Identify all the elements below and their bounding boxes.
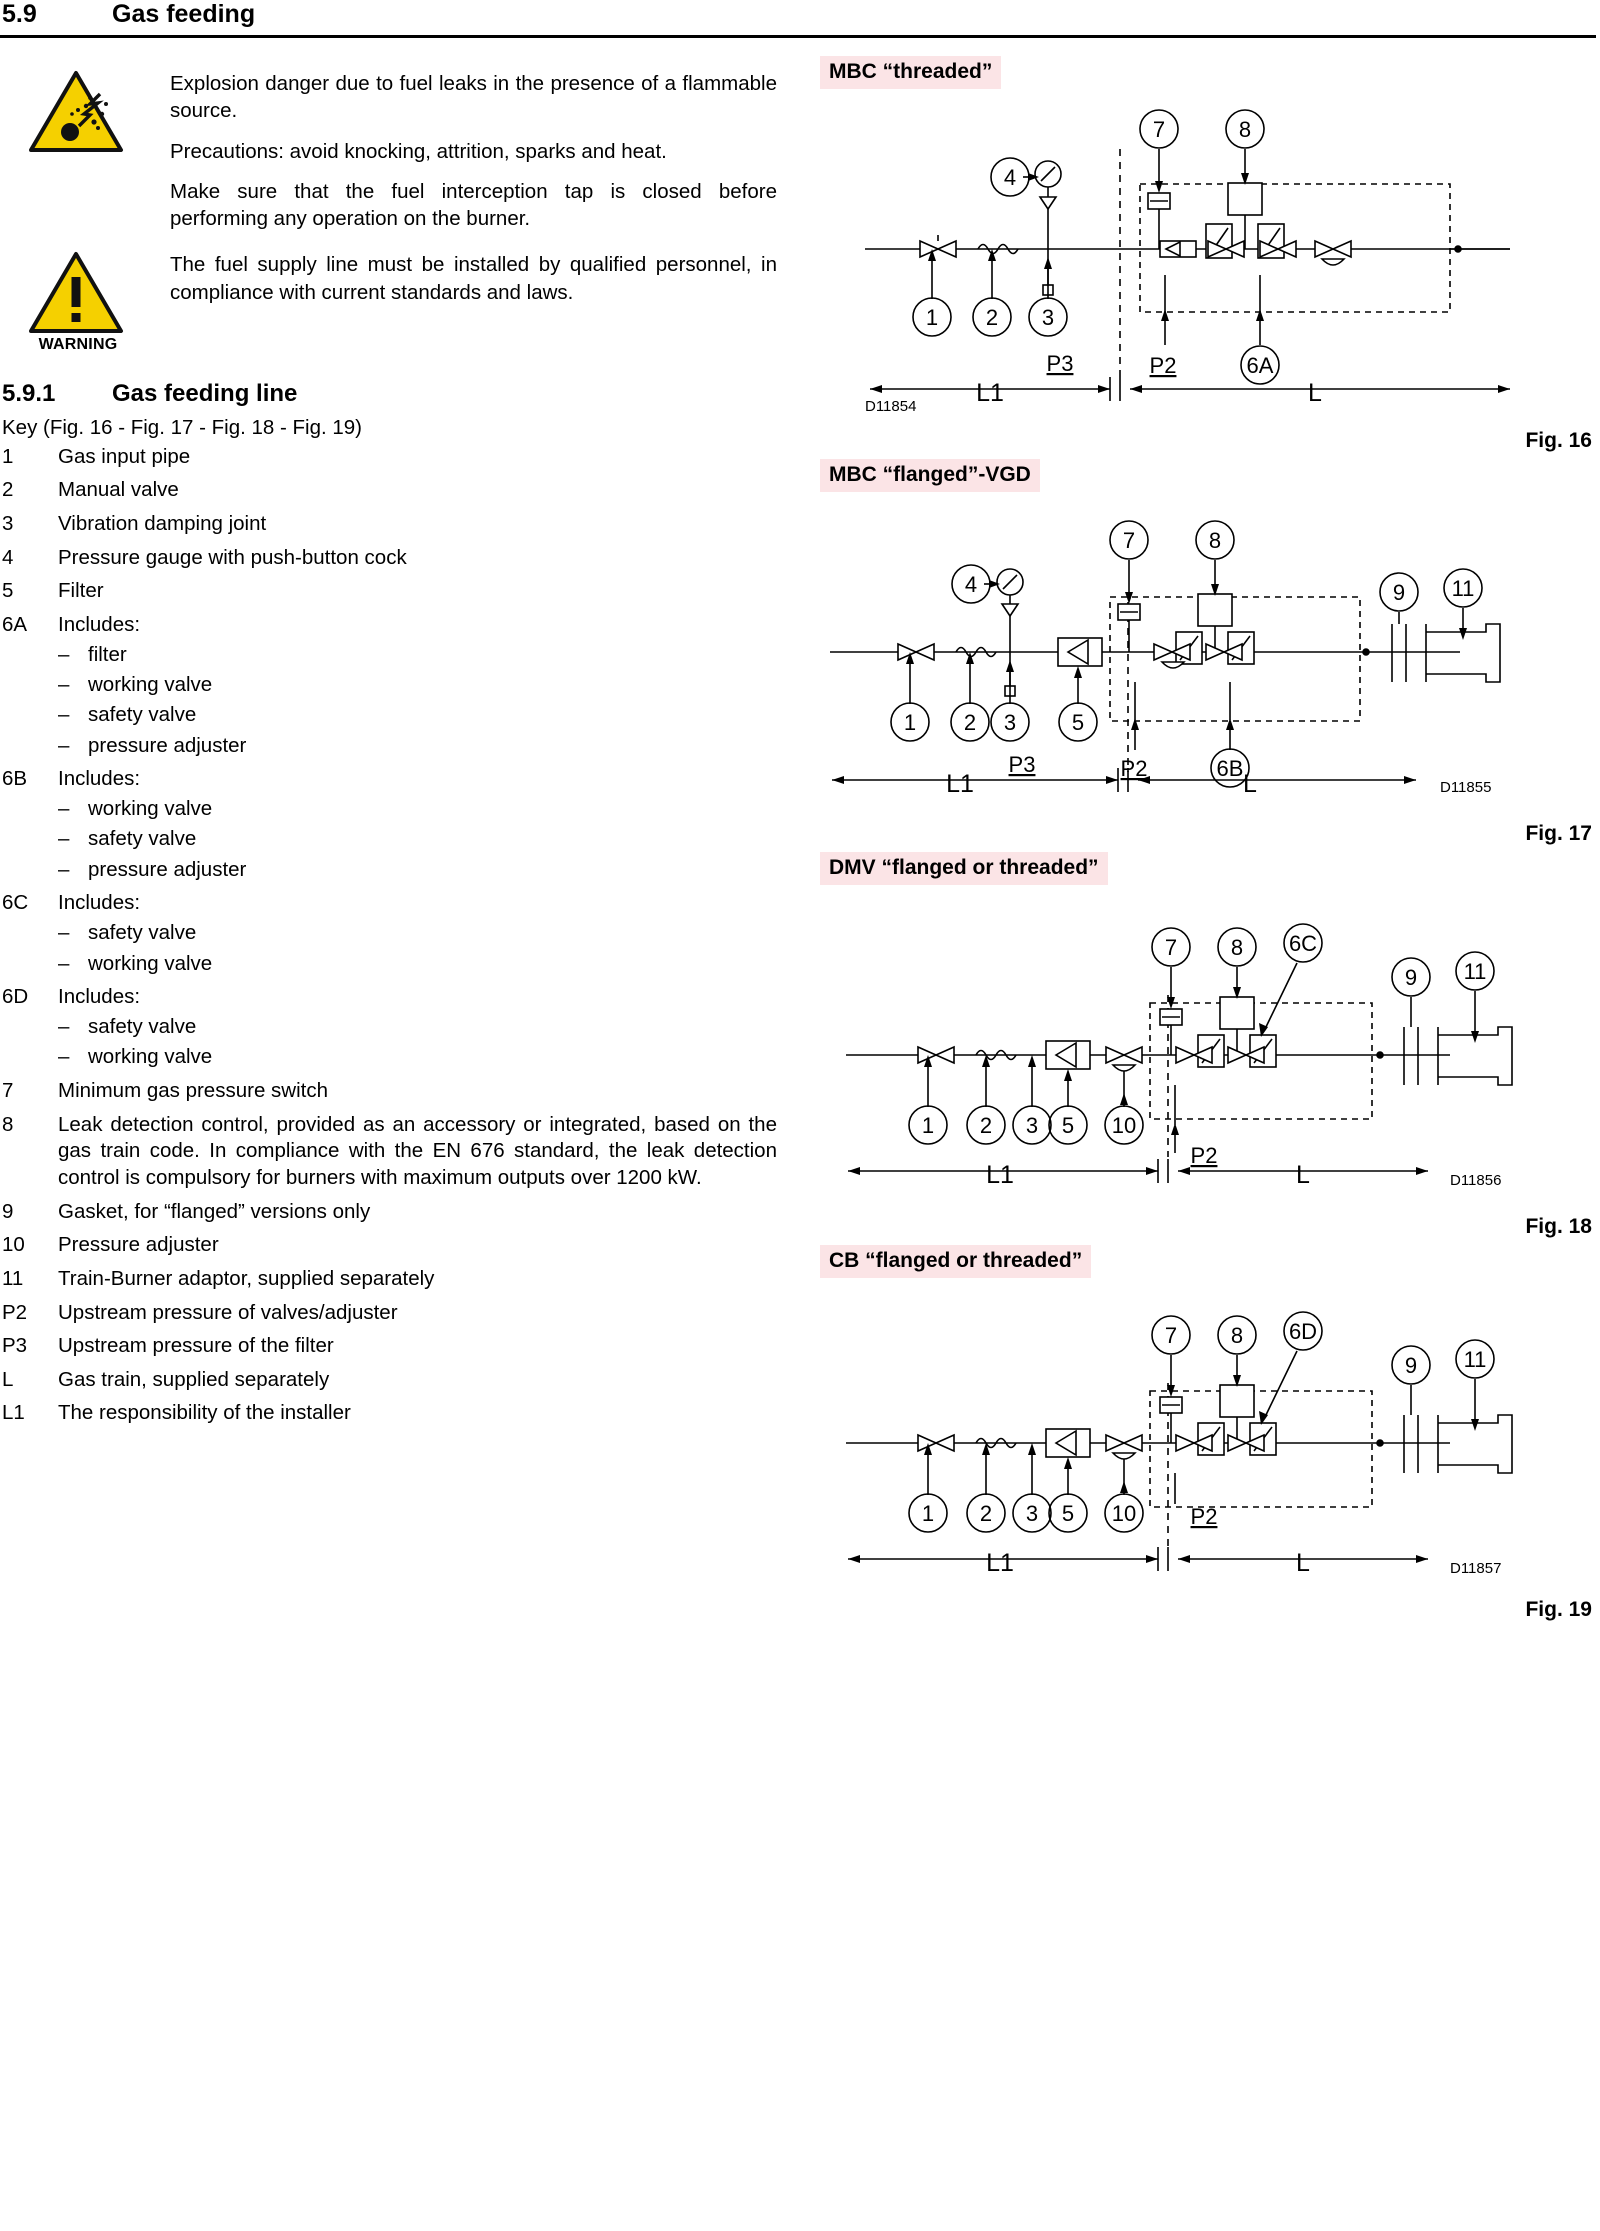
key-description-text: Upstream pressure of valves/adjuster: [58, 1300, 398, 1324]
key-description-text: Includes:: [58, 891, 141, 915]
key-sub-item: [58, 729, 777, 759]
key-code: P3: [2, 1334, 28, 1358]
key-code: 4: [2, 545, 14, 569]
svg-text:8: 8: [1208, 528, 1222, 553]
header-number: 5.9: [2, 0, 37, 28]
dash-bullet-icon: –: [58, 797, 70, 821]
key-sub-item-label: pressure adjuster: [88, 733, 247, 757]
figure-18-caption: Fig. 18: [1525, 1215, 1592, 1238]
svg-text:7: 7: [1152, 117, 1166, 142]
svg-text:L: L: [1243, 770, 1257, 798]
svg-text:9: 9: [1392, 580, 1406, 605]
key-sub-item-label: pressure adjuster: [88, 857, 247, 881]
key-sub-item-label: safety valve: [88, 1015, 197, 1039]
dash-bullet-icon: –: [58, 1045, 70, 1069]
svg-text:9: 9: [1404, 965, 1418, 990]
svg-text:P2: P2: [1190, 1504, 1218, 1529]
dash-bullet-icon: –: [58, 951, 70, 975]
svg-text:7: 7: [1164, 935, 1178, 960]
svg-text:5: 5: [1061, 1501, 1075, 1526]
explosion-warning-text: [170, 70, 777, 245]
svg-text:2: 2: [979, 1501, 993, 1526]
warning-icon-wrap: [2, 251, 170, 354]
svg-text:1: 1: [903, 710, 917, 735]
general-warning-line: The fuel supply line must be installed by qualified personnel, in compliance with current standards and laws.: [170, 253, 777, 304]
key-sub-list: [58, 793, 777, 883]
key-description: [58, 440, 777, 474]
key-sub-list: [58, 639, 777, 760]
svg-text:P2: P2: [1120, 756, 1148, 781]
svg-text:3: 3: [1041, 305, 1055, 330]
key-sub-item: [58, 947, 777, 977]
svg-text:1: 1: [921, 1113, 935, 1138]
key-row: [2, 1229, 777, 1263]
svg-text:2: 2: [985, 305, 999, 330]
explosion-icon-wrap: [2, 70, 170, 245]
svg-text:8: 8: [1230, 935, 1244, 960]
key-description-text: Includes:: [58, 767, 141, 791]
svg-text:7: 7: [1122, 528, 1136, 553]
key-code: 8: [2, 1112, 14, 1136]
key-row: [2, 981, 777, 1075]
key-code: 3: [2, 512, 14, 536]
key-description-text: Gas train, supplied separately: [58, 1367, 330, 1391]
section-number: 5.9.1: [2, 380, 56, 408]
svg-text:10: 10: [1111, 1501, 1137, 1526]
key-row: [2, 440, 777, 474]
key-table: [2, 440, 777, 1430]
key-sub-item: [58, 853, 777, 883]
key-row: [2, 575, 777, 609]
key-code: 6A: [2, 612, 28, 636]
key-description-text: Pressure gauge with push-button cock: [58, 545, 407, 569]
svg-text:6B: 6B: [1216, 756, 1244, 781]
svg-text:7: 7: [1164, 1323, 1178, 1348]
key-code: L1: [2, 1401, 25, 1425]
svg-text:6C: 6C: [1288, 931, 1318, 956]
key-description: [58, 474, 777, 508]
key-sub-item-label: working valve: [88, 951, 213, 975]
key-code: L: [2, 1367, 14, 1391]
key-code: 2: [2, 478, 14, 502]
key-sub-item: [58, 917, 777, 947]
section-heading: [2, 380, 777, 408]
svg-text:5: 5: [1061, 1113, 1075, 1138]
figure-16-diagram: [810, 89, 1600, 429]
key-sub-item-label: working valve: [88, 797, 213, 821]
svg-text:3: 3: [1025, 1113, 1039, 1138]
dash-bullet-icon: –: [58, 921, 70, 945]
key-description-text: Manual valve: [58, 478, 179, 502]
svg-text:L: L: [1296, 1549, 1310, 1577]
key-row: [2, 1363, 777, 1397]
key-sub-item: [58, 1011, 777, 1041]
svg-text:L: L: [1308, 379, 1322, 407]
key-sub-list: [58, 917, 777, 977]
general-warning-text: [170, 251, 777, 354]
svg-text:3: 3: [1025, 1501, 1039, 1526]
key-row: [2, 1397, 777, 1431]
key-description: [58, 887, 777, 981]
svg-text:P2: P2: [1149, 353, 1177, 378]
key-row: [2, 508, 777, 542]
key-row: [2, 541, 777, 575]
key-description: [58, 608, 777, 762]
figure-19-diagram: [810, 1278, 1600, 1598]
general-warning-block: [2, 251, 777, 354]
key-row: [2, 1296, 777, 1330]
key-description-text: The responsibility of the installer: [58, 1401, 351, 1425]
key-sub-item-label: safety valve: [88, 921, 197, 945]
key-row: [2, 474, 777, 508]
key-description: [58, 981, 777, 1075]
key-description-text: Minimum gas pressure switch: [58, 1079, 328, 1103]
key-description: [58, 1229, 777, 1263]
key-code: P2: [2, 1300, 28, 1324]
key-row: [2, 608, 777, 762]
svg-text:4: 4: [964, 572, 978, 597]
key-description: [58, 763, 777, 887]
svg-text:P3: P3: [1046, 351, 1074, 376]
svg-text:1: 1: [921, 1501, 935, 1526]
key-code: 6D: [2, 985, 29, 1009]
svg-text:6D: 6D: [1288, 1319, 1318, 1344]
figure-19-code: D11857: [1450, 1560, 1502, 1577]
key-code: 10: [2, 1233, 25, 1257]
warning-label: WARNING: [38, 336, 118, 354]
svg-text:P2: P2: [1190, 1143, 1218, 1168]
key-description-text: Gasket, for “flanged” versions only: [58, 1199, 371, 1223]
key-description-text: Pressure adjuster: [58, 1233, 219, 1257]
key-description: [58, 1363, 777, 1397]
figure-17-title: MBC “flanged”-VGD: [820, 459, 1040, 492]
key-description: [58, 1330, 777, 1364]
key-description: [58, 575, 777, 609]
key-row: [2, 763, 777, 887]
svg-text:8: 8: [1238, 117, 1252, 142]
key-sub-item: [58, 1041, 777, 1071]
key-sub-item: [58, 699, 777, 729]
svg-text:11: 11: [1451, 576, 1475, 601]
key-code: 1: [2, 444, 14, 468]
explosion-warning-line-1: Explosion danger due to fuel leaks in the presence of a flammable source.: [170, 72, 777, 123]
explosion-hazard-icon: [28, 70, 124, 154]
key-description-text: Upstream pressure of the filter: [58, 1334, 334, 1358]
key-row: [2, 887, 777, 981]
svg-text:4: 4: [1003, 165, 1017, 190]
key-description: [58, 508, 777, 542]
dash-bullet-icon: –: [58, 1015, 70, 1039]
figure-16-caption: Fig. 16: [1525, 429, 1592, 452]
dash-bullet-icon: –: [58, 857, 70, 881]
key-description-text: Vibration damping joint: [58, 512, 267, 536]
svg-text:L1: L1: [976, 379, 1004, 407]
key-description: [58, 541, 777, 575]
svg-text:L1: L1: [986, 1161, 1014, 1189]
explosion-warning-line-3: Make sure that the fuel interception tap is closed before performing any operation on the burner.: [170, 179, 777, 230]
svg-text:10: 10: [1111, 1113, 1137, 1138]
header-title: Gas feeding: [112, 0, 256, 28]
key-description-text: Includes:: [58, 612, 141, 636]
figure-17-code: D11855: [1440, 779, 1492, 796]
figure-16-code: D11854: [865, 398, 917, 415]
key-code: 7: [2, 1079, 14, 1103]
svg-text:1: 1: [925, 305, 939, 330]
figure-18-code: D11856: [1450, 1172, 1502, 1189]
key-description-text: Filter: [58, 579, 104, 603]
key-description: [58, 1195, 777, 1229]
figure-18-title: DMV “flanged or threaded”: [820, 852, 1108, 885]
key-sub-item-label: safety valve: [88, 827, 197, 851]
key-description-text: Gas input pipe: [58, 444, 191, 468]
key-sub-item-label: safety valve: [88, 703, 197, 727]
svg-text:5: 5: [1071, 710, 1085, 735]
key-sub-item: [58, 823, 777, 853]
key-description: [58, 1296, 777, 1330]
key-sub-item: [58, 793, 777, 823]
svg-text:P3: P3: [1008, 752, 1036, 777]
figure-19: [810, 1245, 1600, 1622]
svg-text:2: 2: [963, 710, 977, 735]
key-sub-list: [58, 1011, 777, 1071]
key-description: [58, 1075, 777, 1109]
svg-text:3: 3: [1003, 710, 1017, 735]
figure-17-caption: Fig. 17: [1525, 822, 1592, 845]
key-sub-item-label: working valve: [88, 1045, 213, 1069]
dash-bullet-icon: –: [58, 703, 70, 727]
left-column: [2, 70, 777, 1431]
section-title: Gas feeding line: [112, 380, 298, 408]
key-code: 6B: [2, 767, 28, 791]
figure-16-title: MBC “threaded”: [820, 56, 1001, 89]
figure-18-diagram: [810, 885, 1600, 1215]
page-header: [0, 0, 1600, 38]
figure-19-caption: Fig. 19: [1525, 1598, 1592, 1621]
key-row: [2, 1330, 777, 1364]
key-description: [58, 1397, 777, 1431]
svg-text:L: L: [1296, 1161, 1310, 1189]
figure-16: [810, 56, 1600, 453]
dash-bullet-icon: –: [58, 827, 70, 851]
dash-bullet-icon: –: [58, 673, 70, 697]
explosion-warning-block: [2, 70, 777, 245]
right-column: [810, 56, 1600, 1628]
key-sub-item-label: filter: [88, 643, 127, 667]
figure-17: [810, 459, 1600, 846]
key-description-text: Leak detection control, provided as an accessory or integrated, based on the gas train code. In compliance with the EN 676 standard, the leak detection control is compulsory for burners with maximum outputs over 1200 kW.: [58, 1112, 777, 1189]
key-sub-item: [58, 639, 777, 669]
explosion-warning-line-2: Precautions: avoid knocking, attrition, sparks and heat.: [170, 139, 667, 163]
header-rule: [0, 35, 1596, 38]
warning-exclamation-icon: [28, 251, 124, 335]
key-code: 9: [2, 1199, 14, 1223]
svg-text:11: 11: [1463, 1347, 1487, 1372]
key-code: 6C: [2, 891, 29, 915]
key-sub-item: [58, 669, 777, 699]
svg-text:2: 2: [979, 1113, 993, 1138]
svg-text:L1: L1: [986, 1549, 1014, 1577]
key-row: [2, 1262, 777, 1296]
key-row: [2, 1108, 777, 1195]
key-description-text: Includes:: [58, 985, 141, 1009]
svg-text:11: 11: [1463, 959, 1487, 984]
figure-17-diagram: [810, 492, 1600, 822]
figure-18: [810, 852, 1600, 1239]
key-row: [2, 1195, 777, 1229]
svg-text:9: 9: [1404, 1353, 1418, 1378]
key-row: [2, 1075, 777, 1109]
key-code: 11: [2, 1266, 24, 1290]
svg-text:6A: 6A: [1246, 353, 1274, 378]
key-intro: Key (Fig. 16 - Fig. 17 - Fig. 18 - Fig. 19): [2, 416, 363, 440]
key-code: 5: [2, 579, 14, 603]
svg-text:8: 8: [1230, 1323, 1244, 1348]
key-description: [58, 1262, 777, 1296]
svg-text:L1: L1: [946, 770, 974, 798]
key-description-text: Train-Burner adaptor, supplied separately: [58, 1266, 435, 1290]
key-sub-item-label: working valve: [88, 673, 213, 697]
dash-bullet-icon: –: [58, 733, 70, 757]
key-description: [58, 1108, 777, 1195]
dash-bullet-icon: –: [58, 643, 70, 667]
figure-19-title: CB “flanged or threaded”: [820, 1245, 1091, 1278]
